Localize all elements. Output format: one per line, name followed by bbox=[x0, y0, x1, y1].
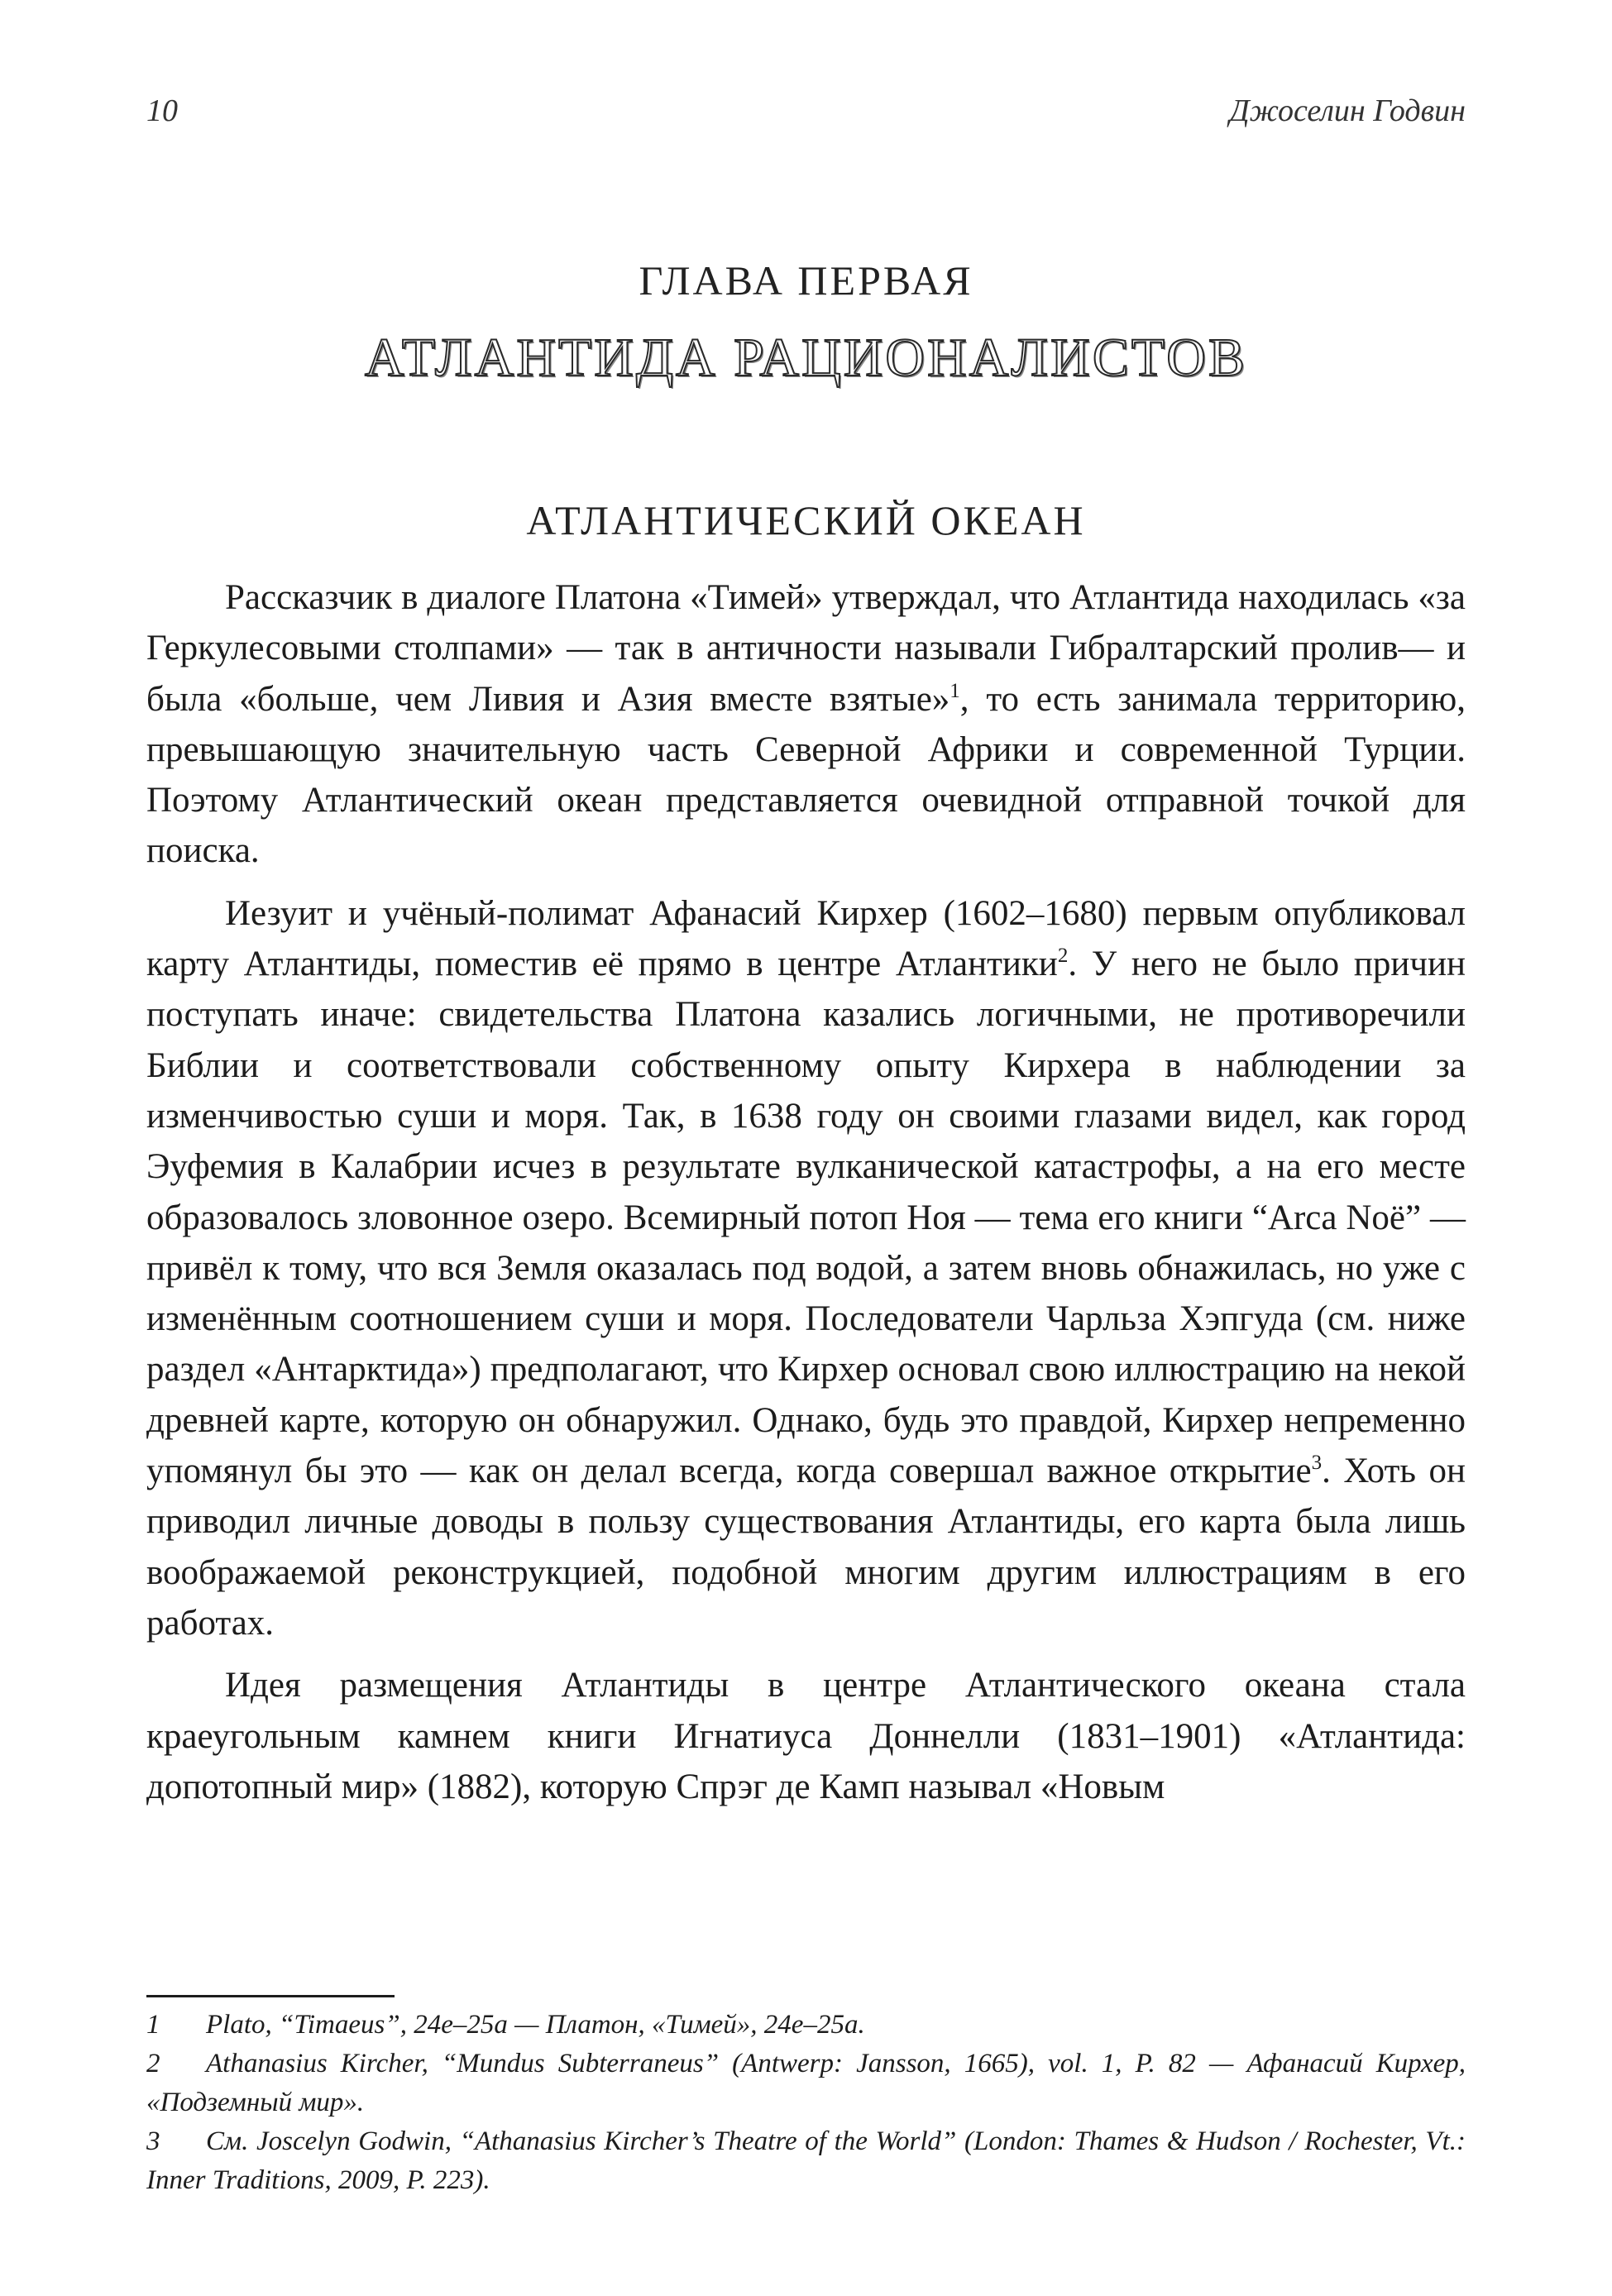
footnote-text: См. Joscelyn Godwin, “Athanasius Kircher’s Theatre of the World” (London: Thames & Hudson / Rochester, Vt.: Inner Traditions, 2009, P. 223). bbox=[146, 2126, 1466, 2195]
footnote-number: 2 bbox=[146, 2049, 160, 2078]
footnote-item bbox=[146, 2122, 1466, 2200]
paragraph-text: . У него не было причин поступать иначе: свидетельства Платона казались логичными, не противоречили Библии и соответствовали собственному опыту Кирхера в наблюдении за изменчивостью суши и моря. Так, в 1638 году он своими глазами видел, как город Эуфемия в Калабрии исчез в результате вулканической катастрофы, а на его месте образовалось зловонное озеро. Всемирный потоп Ноя — тема его книги “Arca Noë” — привёл к тому, что вся Земля оказалась под водой, а затем вновь обнажилась, но уже с изменённым соотношением суши и моря. Последователи Чарльза Хэпгуда (см. ниже раздел «Антарктида») предполагают, что Кирхер основал свою иллюстрацию на некой древней карте, которую он обнаружил. Однако, будь это правдой, Кирхер непременно упомянул бы это — как он делал всегда, когда совершал важное открытие bbox=[146, 945, 1466, 1491]
paragraph-text: Иезуит и учёный-полимат Афанасий Кирхер (1602–1680) первым опубликовал карту Атлантиды, поместив её прямо в центре Атлантики bbox=[146, 893, 1466, 984]
footnote-text: Plato, “Timaeus”, 24e–25a — Платон, «Тимей», 24e–25a. bbox=[206, 2010, 865, 2040]
section-title: АТЛАНТИЧЕСКИЙ ОКЕАН bbox=[526, 497, 1086, 543]
footnote-ref[interactable]: 1 bbox=[950, 679, 960, 702]
body-text bbox=[146, 572, 1466, 1824]
paragraph-text: Рассказчик в диалоге Платона «Тимей» утверждал, что Атлантида находилась «за Геркулесовыми столпами» — так в античности называли Гибралтарский пролив— и была «больше, чем Ливия и Азия вместе взятые» bbox=[146, 578, 1466, 719]
paragraph-text: , то есть занимала территорию, превышающую значительную часть Северной Африки и современной Турции. Поэтому Атлантический океан представляется очевидной отправной точкой для поиска. bbox=[146, 679, 1466, 871]
paragraph bbox=[146, 888, 1466, 1648]
footnote-text: Athanasius Kircher, “Mundus Subterraneus” (Antwerp: Jansson, 1665), vol. 1, P. 82 — Афанасий Кирхер, «Подземный мир». bbox=[146, 2049, 1466, 2117]
footnote-divider bbox=[146, 1995, 395, 1997]
footnote-ref[interactable]: 3 bbox=[1311, 1452, 1323, 1475]
paragraph bbox=[146, 572, 1466, 877]
author-name: Джоселин Годвин bbox=[1229, 93, 1466, 128]
footnotes bbox=[146, 2006, 1466, 2200]
paragraph bbox=[146, 1660, 1466, 1812]
page-number: 10 bbox=[146, 93, 178, 128]
paragraph-text: . Хоть он приводил личные доводы в пользу существования Атлантиды, его карта была лишь воображаемой реконструкцией, подобной многим другим иллюстрациям в его работах. bbox=[146, 1452, 1466, 1643]
footnote-ref[interactable]: 2 bbox=[1057, 945, 1069, 968]
paragraph-text: Идея размещения Атлантиды в центре Атлантического океана стала краеугольным камнем книги Игнатиуса Доннелли (1831–1901) «Атлантида: допотопный мир» (1882), которую Спрэг де Камп называл «Новым bbox=[146, 1666, 1466, 1806]
footnote-item bbox=[146, 2045, 1466, 2122]
footnote-number: 1 bbox=[146, 2010, 160, 2040]
chapter-label: ГЛАВА ПЕРВАЯ bbox=[639, 257, 973, 304]
footnote-number: 3 bbox=[146, 2126, 160, 2156]
chapter-title: АТЛАНТИДА РАЦИОНАЛИСТОВ bbox=[365, 328, 1247, 388]
footnote-item bbox=[146, 2006, 1466, 2045]
running-head bbox=[146, 93, 1466, 132]
